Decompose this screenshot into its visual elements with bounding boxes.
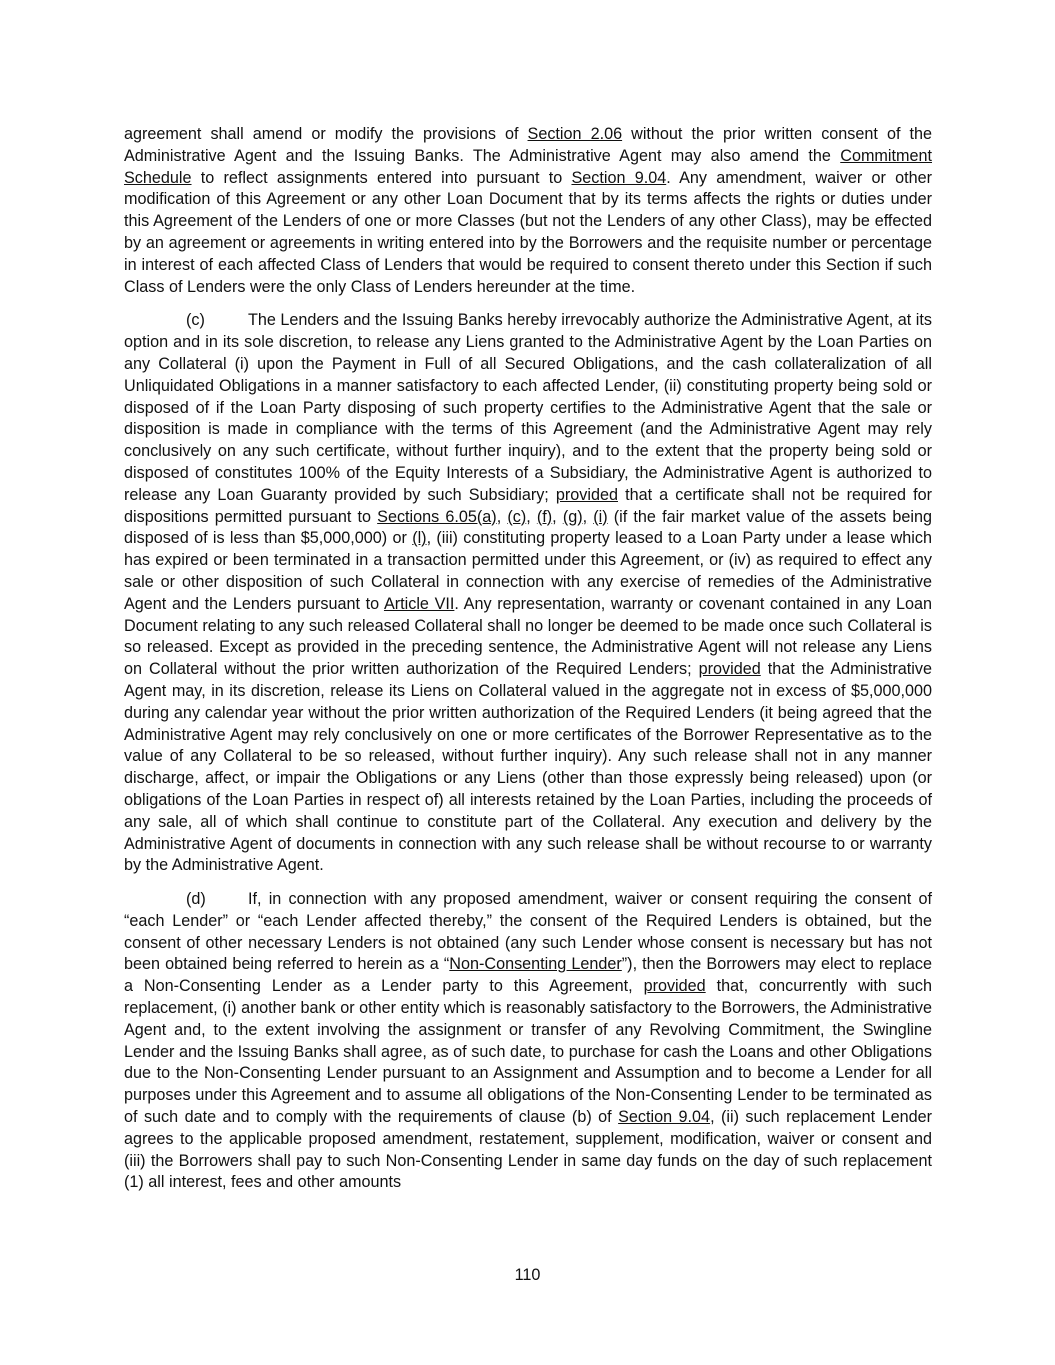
paragraph-amendments-continued xyxy=(124,124,932,298)
text-run: ”), then the Borrowers may elect to replace a Non-Consenting Lender as a Lender party to this Agreement, xyxy=(124,955,932,996)
section-reference-link: (c) xyxy=(507,507,527,526)
text-run: that a certificate shall not be required for dispositions permitted pursuant to xyxy=(124,485,932,526)
section-reference-link: (g), xyxy=(562,507,588,526)
text-run: to reflect assignments entered into pursuant to xyxy=(191,168,572,187)
provided-term: provided xyxy=(698,660,761,679)
section-reference-link: Section 9.04 xyxy=(571,168,667,187)
text-run: , (ii) such replacement Lender agrees to the applicable proposed amendment, restatement, supplement, modification, waiver or consent and (iii) the Borrowers shall pay to such Non-Consenting Lender in same day funds on the day of such replacement (1) all interest, fees and other amounts xyxy=(124,1108,932,1192)
text-run: that, concurrently with such replacement, (i) another bank or other entity which is reasonably satisfactory to the Borrowers, the Administrative Agent and, to the extent involving the assignment or transfer of any Revolving Commitment, the Swingline Lender and the Issuing Banks shall agree, as of such date, to purchase for cash the Loans and other Obligations due to the Non-Consenting Lender pursuant to an Assignment and Assumption and to become a Lender for all purposes under this Agreement and to assume all obligations of the Non-Consenting Lender to be terminated as of such date and to comply with the requirements of clause (b) of xyxy=(124,977,933,1127)
section-reference-link: Section 9.04 xyxy=(618,1108,711,1127)
text-run: If, in connection with any proposed amendment, waiver or consent requiring the consent of “each Lender” or “each Lender affected thereby,” the consent of the Required Lenders is obtained, but the consent of other necessary Lenders is not obtained (any such Lender whose consent is necessary but has not been obtained being referred to herein as a “ xyxy=(124,890,932,974)
text-run: that the Administrative Agent may, in its discretion, release its Liens on Collateral valued in the aggregate not in excess of $5,000,000 during any calendar year without the prior written authorization of the Required Lenders (it being agreed that the Administrative Agent may rely conclusively on one or more certificates of the Borrower Representative as to the value of any Collateral to be so released, without further inquiry). Any such release shall not in any manner discharge, affect, or impair the Obligations or any Liens (other than those expressly being released) upon (or obligations of the Loan Parties in respect of) all interests retained by the Loan Parties, including the proceeds of any sale, all of which shall continue to constitute part of the Collateral. Any execution and delivery by the Administrative Agent of documents in connection with any such release shall be without recourse to or warranty by the Administrative Agent. xyxy=(124,660,932,875)
section-reference-link: (l) xyxy=(412,529,427,548)
text-run: The Lenders and the Issuing Banks hereby irrevocably authorize the Administrative Agent, at its option and in its sole discretion, to release any Liens granted to the Administrative Agent by the Loan Parties on any Collateral (i) upon the Payment in Full of all Secured Obligations, and the cash collateralization of all Unliquidated Obligations in a manner satisfactory to each affected Lender, (ii) constituting property being sold or disposed of if the Loan Party disposing of such property certifies to the Administrative Agent that the sale or disposition is made in compliance with the terms of this Agreement (and the Administrative Agent may rely conclusively on any such certificate, without further inquiry), and to the extent that the property being sold or disposed of constitutes 100% of the Equity Interests of a Subsidiary, the Administrative Agent is authorized to release any Loan Guaranty provided by such Subsidiary; xyxy=(124,311,932,504)
clause-label: (d) xyxy=(186,890,206,909)
defined-term-non-consenting-lender: Non-Consenting Lender xyxy=(449,955,622,974)
paragraph-c-release-of-liens xyxy=(124,310,932,877)
text-run: agreement shall amend or modify the provisions of xyxy=(124,125,528,143)
section-reference-link: (f) xyxy=(536,507,553,526)
text-run: without the prior written consent of the Administrative Agent and the Issuing Banks. The Administrative Agent may also amend the xyxy=(124,125,932,165)
text-run: (if the fair market value of the assets being disposed of is less than $5,000,000) or xyxy=(124,507,933,548)
section-reference-link: (i) xyxy=(593,507,608,526)
text-run: . Any amendment, waiver or other modification of this Agreement or any other Loan Document that by its terms affects the rights or duties under this Agreement of the Lenders of one or more Classes (but not the Lenders of any other Class), may be effected by an agreement or agreements in writing entered into by the Borrowers and the requisite number or percentage in interest of each affected Class of Lenders that would be required to consent thereto under this Section if such Class of Lenders were the only Class of Lenders hereunder at the time. xyxy=(124,168,933,296)
clause-label: (c) xyxy=(186,311,205,330)
text-run: , xyxy=(552,507,563,526)
paragraph-d-non-consenting-lender xyxy=(124,889,932,1194)
section-reference-link: Section 2.06 xyxy=(527,125,623,143)
page-number: 110 xyxy=(514,1266,541,1284)
text-run: . Any representation, warranty or covenant contained in any Loan Document relating to any such released Collateral shall no longer be deemed to be made once such Collateral is so released. Except as provided in the preceding sentence, the Administrative Agent will not release any Liens on Collateral without the prior written authorization of the Required Lenders; xyxy=(124,594,932,679)
section-reference-link: Sections 6.05(a) xyxy=(377,507,497,526)
text-run: , (iii) constituting property leased to a Loan Party under a lease which has expired or been terminated in a transaction permitted under this Agreement, or (iv) as required to effect any sale or other disposition of such Collateral in connection with any exercise of remedies of the Administrative Agent and the Lenders pursuant to xyxy=(124,529,932,613)
provided-term: provided xyxy=(555,485,618,504)
text-run: , xyxy=(526,507,537,526)
document-page xyxy=(124,124,932,1194)
article-reference-link: Article VII xyxy=(383,594,455,613)
provided-term: provided xyxy=(643,977,706,996)
commitment-schedule-reference: Commitment Schedule xyxy=(124,146,932,187)
text-run: , xyxy=(496,507,508,526)
